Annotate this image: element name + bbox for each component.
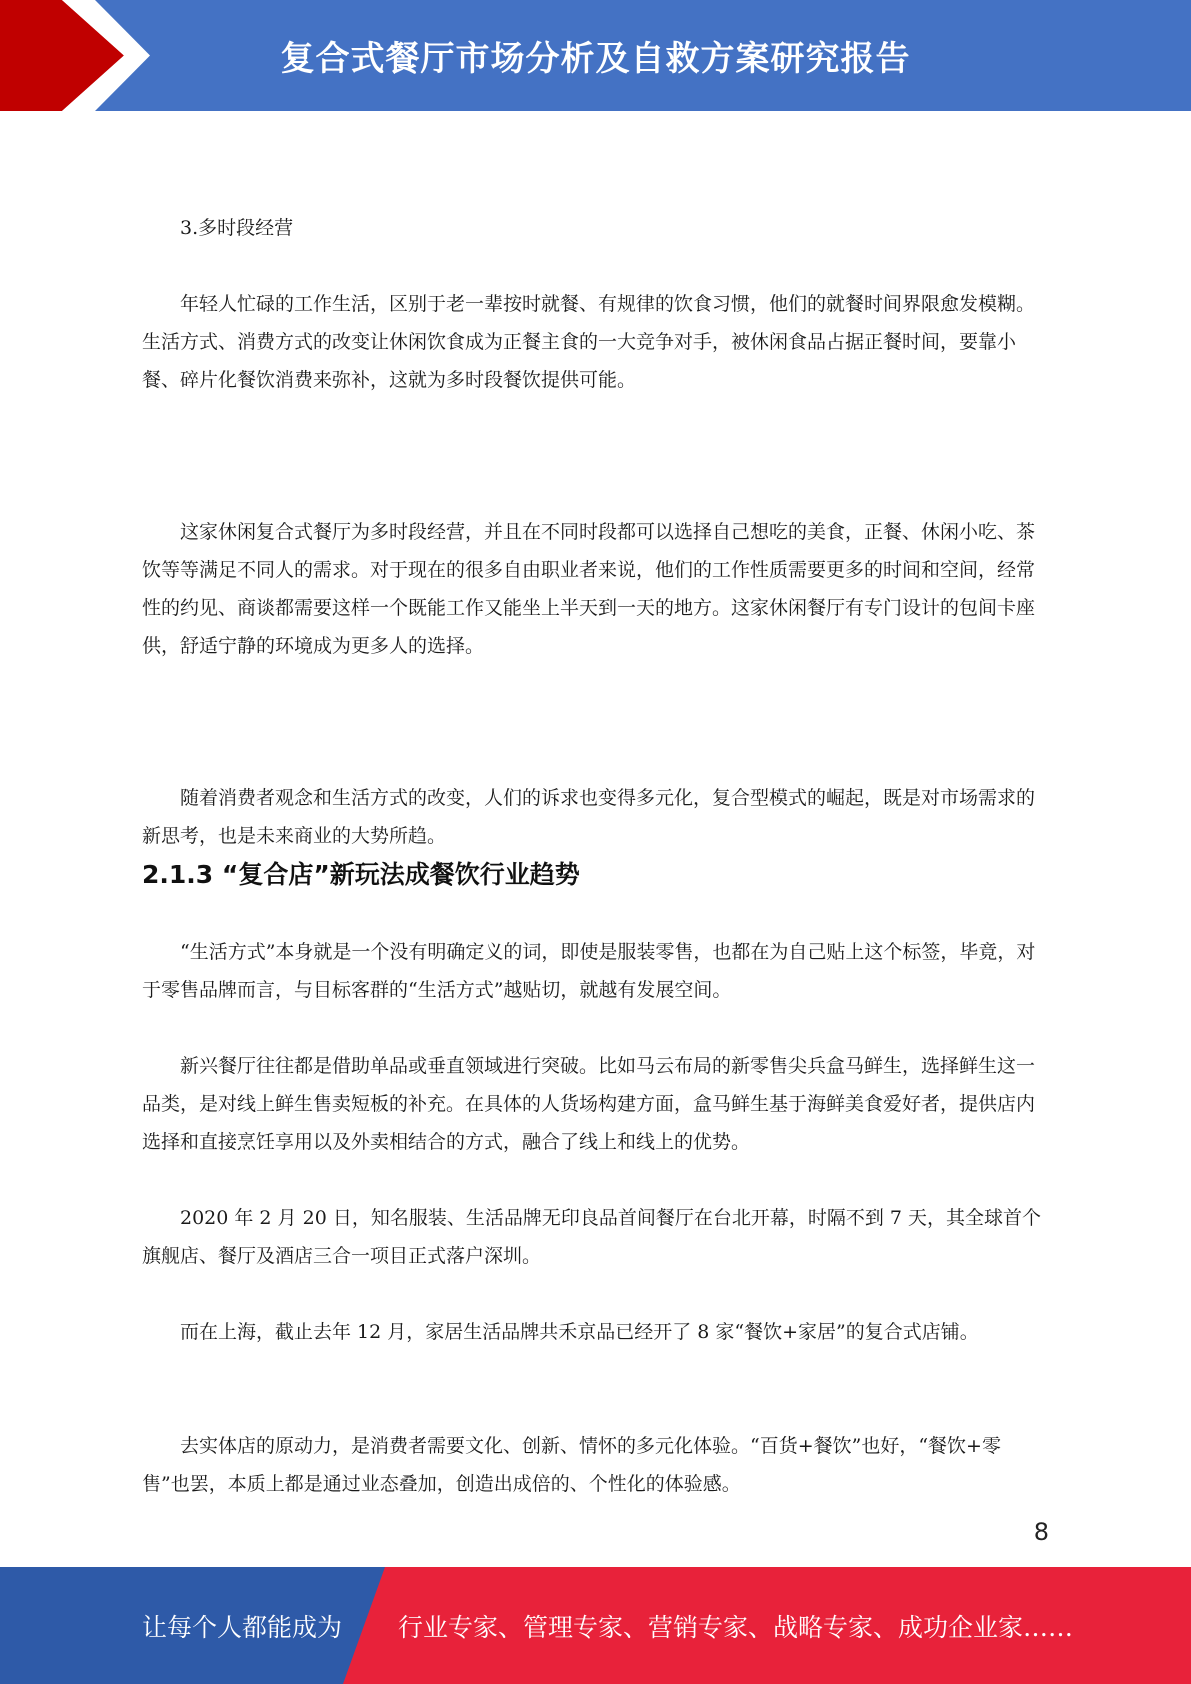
page-footer [0, 1567, 1191, 1684]
footer-slogan-right: 行业专家、管理专家、营销专家、战略专家、成功企业家…… [398, 1612, 1074, 1642]
footer-slogan-left: 让每个人都能成为 [142, 1612, 343, 1642]
subheading-multi-period: 3.多时段经营 [180, 217, 294, 239]
paragraph: 随着消费者观念和生活方式的改变，人们的诉求也变得多元化，复合型模式的崛起，既是对市场需求的新思考，也是未来商业的大势所趋。 [142, 787, 1036, 847]
paragraph: 这家休闲复合式餐厅为多时段经营，并且在不同时段都可以选择自己想吃的美食，正餐、休闲小吃、茶饮等等满足不同人的需求。对于现在的很多自由职业者来说，他们的工作性质需要更多的时间和空间，经常性的约见、商谈都需要这样一个既能工作又能坐上半天到一天的地方。这家休闲餐厅有专门设计的包间卡座供，舒适宁静的环境成为更多人的选择。 [142, 521, 1036, 657]
paragraph: “生活方式”本身就是一个没有明确定义的词，即使是服装零售，也都在为自己贴上这个标签，毕竟，对于零售品牌而言，与目标客群的“生活方式”越贴切，就越有发展空间。 [142, 941, 1036, 1001]
page-number: 8 [1033, 1518, 1049, 1546]
header-arrow-decoration [0, 0, 160, 111]
section-heading: 2.1.3 “复合店”新玩法成餐饮行业趋势 [142, 860, 580, 889]
page-header [0, 0, 1191, 111]
paragraph: 而在上海，截止去年 12 月，家居生活品牌共禾京品已经开了 8 家“餐饮+家居”的复合式店铺。 [180, 1321, 979, 1343]
paragraph: 年轻人忙碌的工作生活，区别于老一辈按时就餐、有规律的饮食习惯，他们的就餐时间界限愈发模糊。生活方式、消费方式的改变让休闲饮食成为正餐主食的一大竞争对手，被休闲食品占据正餐时间，要靠小餐、碎片化餐饮消费来弥补，这就为多时段餐饮提供可能。 [142, 293, 1036, 391]
paragraph: 新兴餐厅往往都是借助单品或垂直领域进行突破。比如马云布局的新零售尖兵盒马鲜生，选择鲜生这一品类，是对线上鲜生售卖短板的补充。在具体的人货场构建方面，盒马鲜生基于海鲜美食爱好者，提供店内选择和直接烹饪享用以及外卖相结合的方式，融合了线上和线上的优势。 [142, 1055, 1036, 1153]
paragraph: 2020 年 2 月 20 日，知名服装、生活品牌无印良品首间餐厅在台北开幕，时隔不到 7 天，其全球首个旗舰店、餐厅及酒店三合一项目正式落户深圳。 [142, 1207, 1041, 1267]
document-title: 复合式餐厅市场分析及自救方案研究报告 [280, 39, 911, 79]
paragraph: 去实体店的原动力，是消费者需要文化、创新、情怀的多元化体验。“百货+餐饮”也好，“餐饮+零售”也罢，本质上都是通过业态叠加，创造出成倍的、个性化的体验感。 [142, 1435, 1001, 1495]
